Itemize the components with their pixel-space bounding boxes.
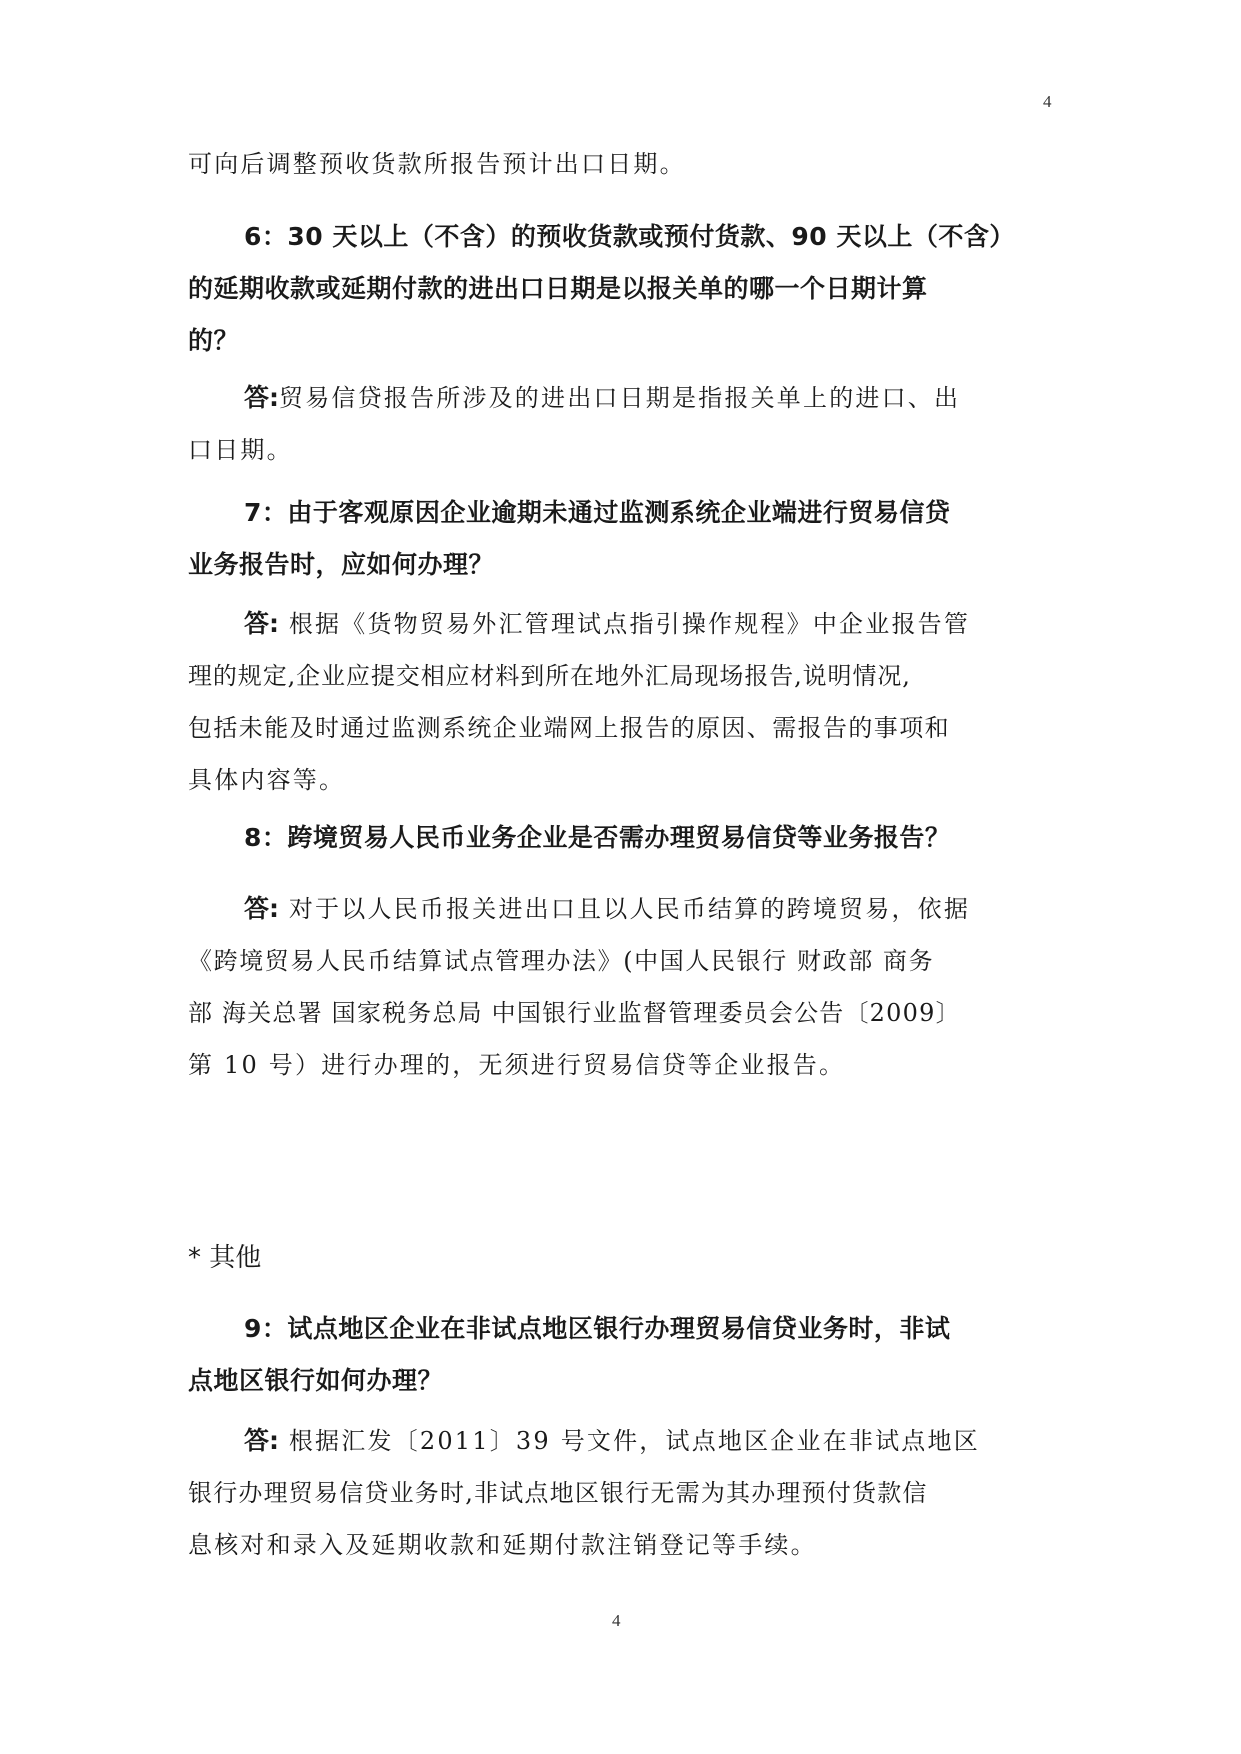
question-line: 的？ xyxy=(188,326,240,355)
answer-line xyxy=(188,372,1060,424)
section-title: * 其他 xyxy=(188,1243,262,1273)
answer-line: 理的规定,企业应提交相应材料到所在地外汇局现场报告,说明情况, xyxy=(188,662,911,690)
question-line: 6：30 天以上（不含）的预收货款或预付货款、90 天以上（不含） xyxy=(244,222,1015,251)
question-line: 点地区银行如何办理？ xyxy=(188,1366,444,1395)
answer-label: 答: xyxy=(244,609,279,638)
answer-label: 答: xyxy=(244,1426,279,1455)
question-7 xyxy=(188,487,1060,591)
continuation-paragraph xyxy=(188,138,1060,190)
answer-label: 答: xyxy=(244,894,279,923)
answer-line: 银行办理贸易信贷业务时,非试点地区银行无需为其办理预付货款信 xyxy=(188,1479,928,1507)
answer-line: 包括未能及时通过监测系统企业端网上报告的原因、需报告的事项和 xyxy=(188,714,950,742)
question-line: 7：由于客观原因企业逾期未通过监测系统企业端进行贸易信贷 xyxy=(244,498,951,527)
answer-line: 口日期。 xyxy=(188,436,293,464)
answer-text: 对于以人民币报关进出口且以人民币结算的跨境贸易，依据 xyxy=(288,895,971,923)
page-number-top: 4 xyxy=(1043,92,1052,111)
paragraph-line: 可向后调整预收货款所报告预计出口日期。 xyxy=(188,150,686,178)
question-line: 8：跨境贸易人民币业务企业是否需办理贸易信贷等业务报告？ xyxy=(244,823,951,852)
question-6 xyxy=(188,211,1060,367)
answer-label: 答: xyxy=(244,383,279,412)
answer-line: 《跨境贸易人民币结算试点管理办法》(中国人民银行 财政部 商务 xyxy=(188,947,935,975)
answer-line xyxy=(188,1415,1060,1467)
question-line: 业务报告时，应如何办理？ xyxy=(188,550,495,579)
answer-line xyxy=(188,598,1060,650)
answer-line xyxy=(188,883,1060,935)
answer-text: 根据汇发〔2011〕39 号文件，试点地区企业在非试点地区 xyxy=(288,1427,980,1455)
question-8 xyxy=(188,812,1060,864)
answer-line: 部 海关总署 国家税务总局 中国银行业监督管理委员会公告〔2009〕 xyxy=(188,999,961,1027)
answer-text: 贸易信贷报告所涉及的进出口日期是指报关单上的进口、出 xyxy=(279,384,961,412)
answer-6 xyxy=(188,372,1060,476)
answer-9 xyxy=(188,1415,1060,1571)
answer-line: 第 10 号）进行办理的，无须进行贸易信贷等企业报告。 xyxy=(188,1051,846,1079)
answer-text: 根据《货物贸易外汇管理试点指引操作规程》中企业报告管 xyxy=(288,610,971,638)
answer-line: 具体内容等。 xyxy=(188,766,346,794)
answer-line: 息核对和录入及延期收款和延期付款注销登记等手续。 xyxy=(188,1531,817,1559)
page-number-bottom: 4 xyxy=(612,1611,621,1630)
question-line: 9：试点地区企业在非试点地区银行办理贸易信贷业务时，非试 xyxy=(244,1314,951,1343)
question-line: 的延期收款或延期付款的进出口日期是以报关单的哪一个日期计算 xyxy=(188,274,928,303)
question-9 xyxy=(188,1303,1060,1407)
answer-7 xyxy=(188,598,1060,806)
answer-8 xyxy=(188,883,1060,1091)
